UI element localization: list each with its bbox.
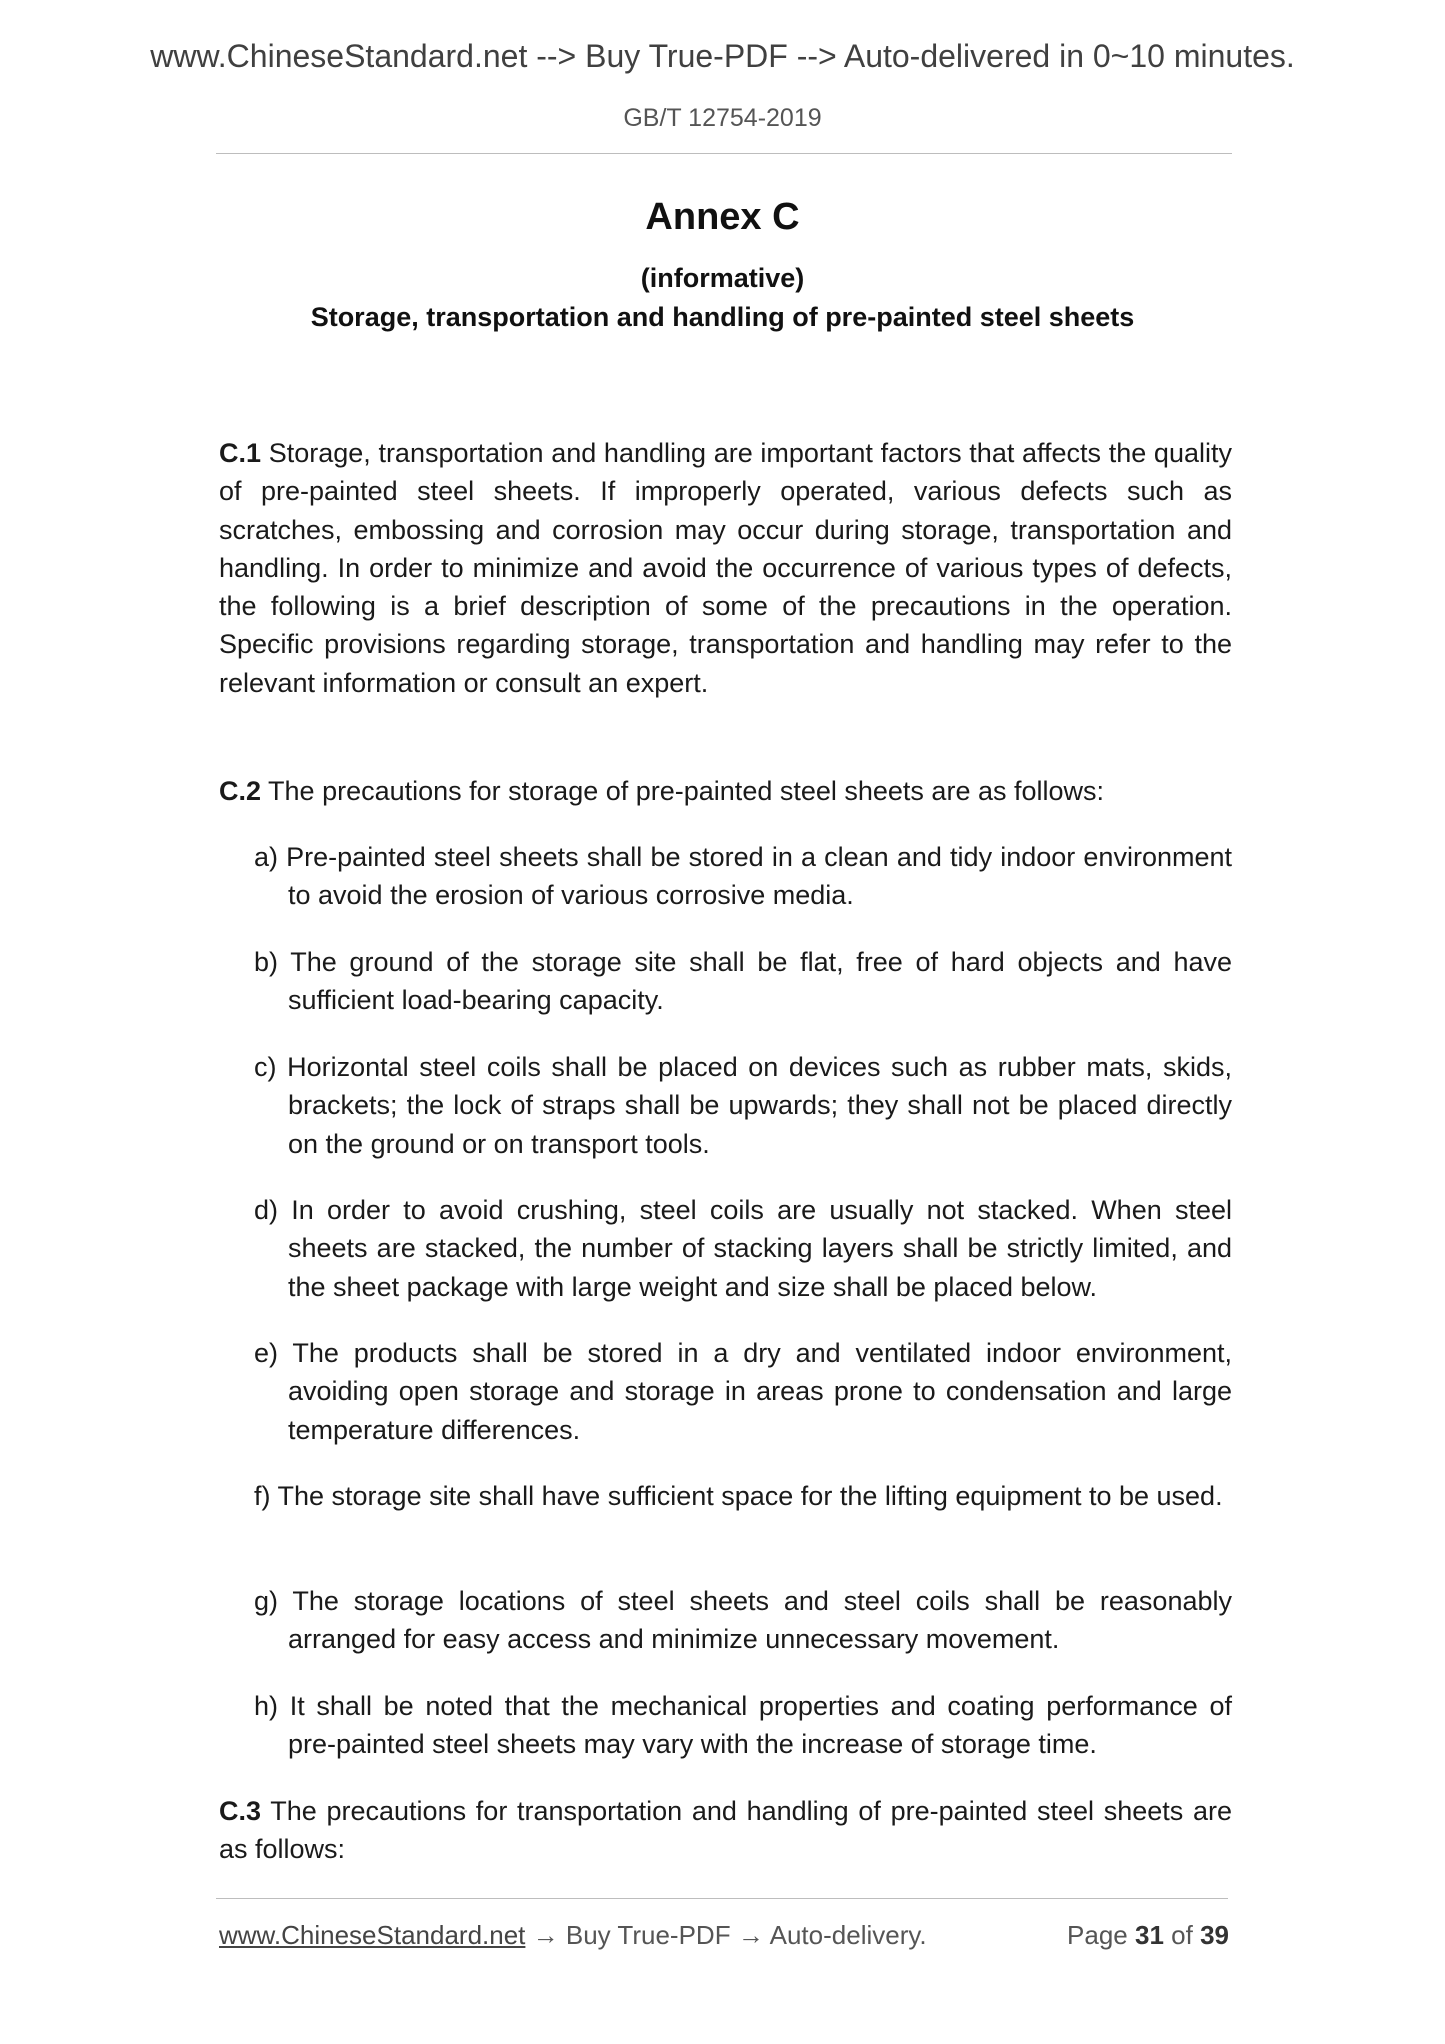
page-label: Page [1067, 1920, 1128, 1950]
annex-subtitle: Storage, transportation and handling of pre-painted steel sheets [310, 302, 1135, 332]
list-item-b: b) The ground of the storage site shall be flat, free of hard objects and have sufficient load-bearing capacity. [254, 947, 1232, 1016]
clause-c3-number: C.3 [219, 1796, 262, 1826]
list-item-c: c) Horizontal steel coils shall be placed on devices such as rubber mats, skids, brackets; the lock of straps shall be upwards; they shall not be placed directly on the ground or on transport tools. [254, 1052, 1232, 1159]
standard-number: GB/T 12754-2019 [623, 104, 822, 132]
footer-delivery-text: Auto-delivery. [769, 1920, 927, 1950]
list-item-h: h) It shall be noted that the mechanical properties and coating performance of pre-painted steel sheets may vary with the increase of storage time. [254, 1691, 1232, 1760]
list-item-a: a) Pre-painted steel sheets shall be stored in a clean and tidy indoor environment to avoid the erosion of various corrosive media. [254, 842, 1232, 911]
clause-c1-number: C.1 [219, 438, 262, 468]
site-banner: www.ChineseStandard.net --> Buy True-PDF --> Auto-delivered in 0~10 minutes. [150, 38, 1295, 74]
clause-c1-text: Storage, transportation and handling are important factors that affects the quality of pre-painted steel sheets. If improperly operated, various defects such as scratches, embossing and corrosion may occur during storage, transportation and handling. In order to minimize and avoid the occurrence of various types of defects, the following is a brief description of some of the precautions in the operation. Specific provisions regarding storage, transportation and handling may refer to the relevant information or consult an expert. [219, 438, 1232, 698]
clause-c1 [219, 434, 1232, 702]
list-item-e: e) The products shall be stored in a dry and ventilated indoor environment, avoiding open storage and storage in areas prone to condensation and large temperature differences. [254, 1338, 1232, 1445]
footer-site-link[interactable]: www.ChineseStandard.net [219, 1920, 526, 1950]
list-item-g: g) The storage locations of steel sheets and steel coils shall be reasonably arranged for easy access and minimize unnecessary movement. [254, 1586, 1232, 1655]
clause-c3 [219, 1792, 1232, 1869]
clause-c2 [219, 772, 1232, 810]
header-divider [216, 153, 1232, 154]
clause-c3-text: The precautions for transportation and handling of pre-painted steel sheets are as follows: [219, 1796, 1232, 1865]
clause-c2-text: The precautions for storage of pre-painted steel sheets are as follows: [268, 776, 1105, 806]
arrow-right-icon: → [532, 1920, 559, 1950]
current-page: 31 [1135, 1920, 1164, 1950]
annex-title: Annex C [645, 196, 800, 238]
list-item-f: f) The storage site shall have sufficient space for the lifting equipment to be used. [254, 1481, 1223, 1511]
list-item-d: d) In order to avoid crushing, steel coils are usually not stacked. When steel sheets are stacked, the number of stacking layers shall be strictly limited, and the sheet package with large weight and size shall be placed below. [254, 1195, 1232, 1302]
page-footer [219, 1920, 1229, 1951]
footer-buy-text: Buy True-PDF [565, 1920, 731, 1950]
footer-divider [216, 1898, 1228, 1899]
annex-kind: (informative) [640, 263, 805, 293]
clause-c2-number: C.2 [219, 776, 262, 806]
total-pages: 39 [1200, 1920, 1229, 1950]
arrow-right-icon: → [737, 1920, 764, 1950]
page-indicator [1067, 1920, 1229, 1951]
of-label: of [1171, 1920, 1193, 1950]
